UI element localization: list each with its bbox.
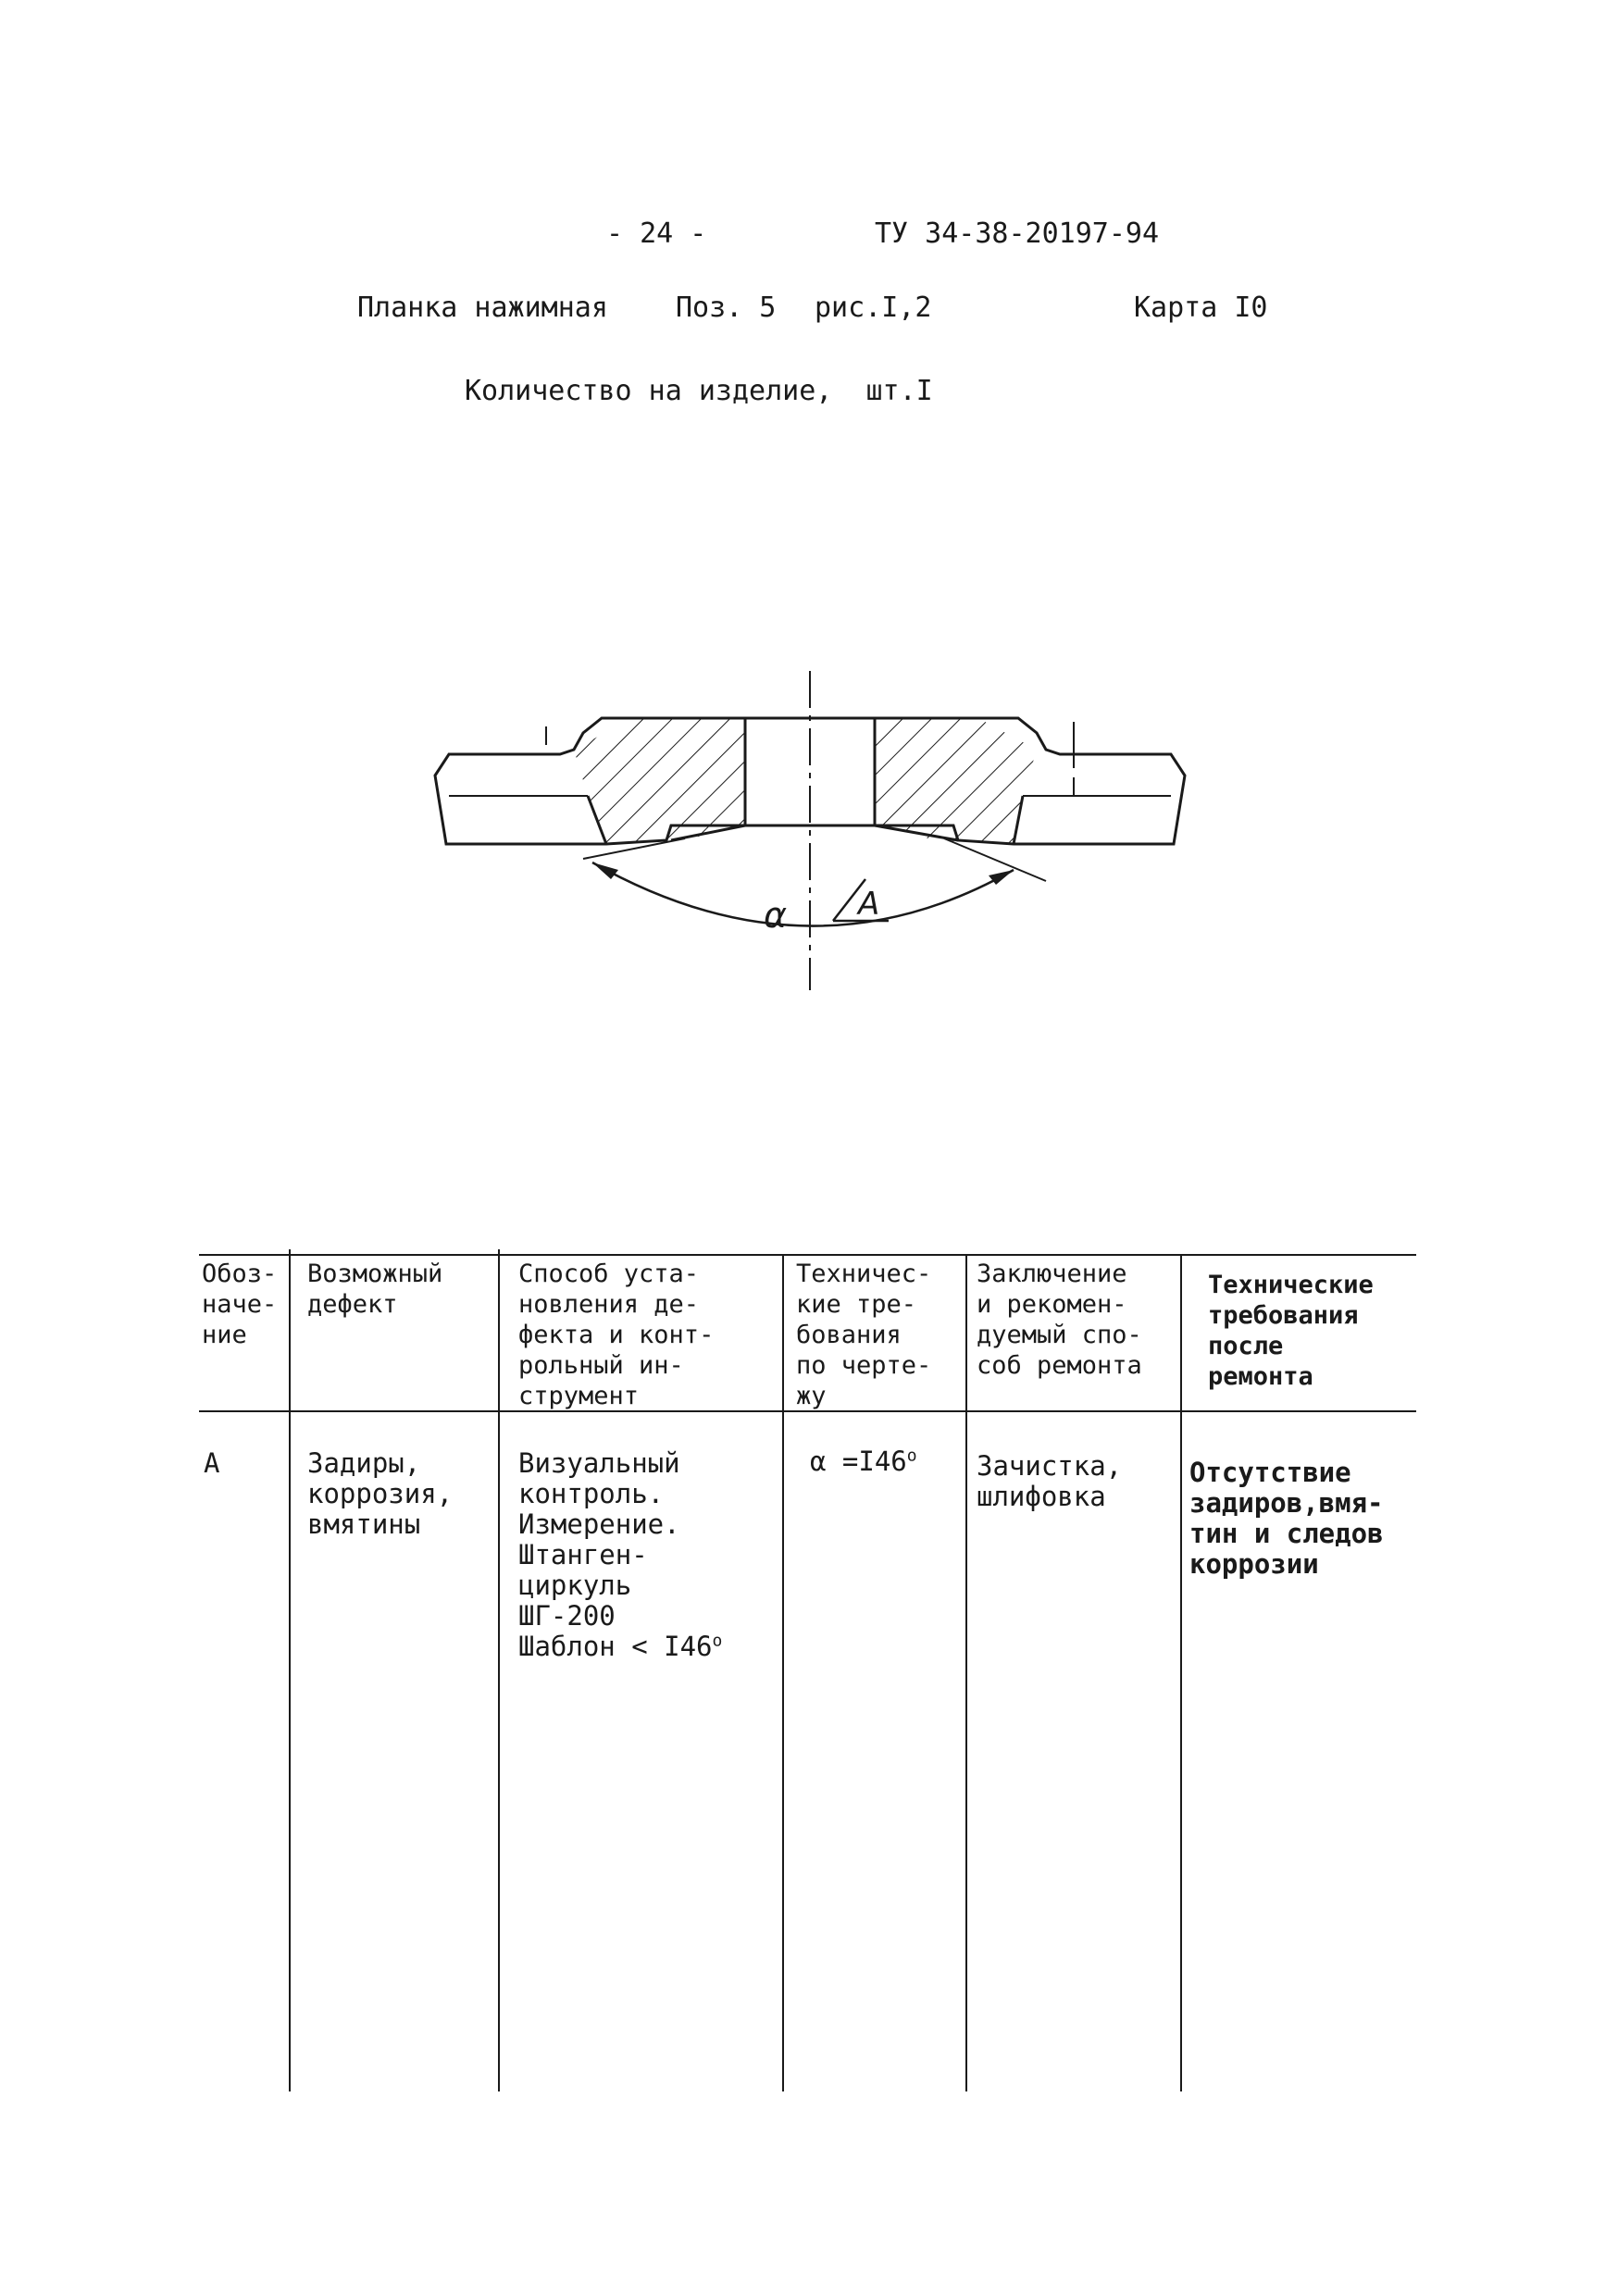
part-name: Планка нажимная <box>357 292 608 324</box>
document-code: ТУ 34-38-20197-94 <box>875 217 1160 250</box>
table-top-rule <box>199 1254 1416 1256</box>
page-number: - 24 - <box>606 217 707 250</box>
part-drawing <box>407 666 1222 999</box>
surface-label: A <box>858 886 880 923</box>
cell-designation: А <box>204 1447 220 1479</box>
header-designation: Обоз- наче- ние <box>202 1260 278 1349</box>
cell-repair: Зачистка, шлифовка <box>977 1450 1123 1512</box>
figure-reference: рис.I,2 <box>815 292 932 324</box>
cell-method: Визуальный контроль. Измерение. Штанген- циркуль ШГ-200 <box>518 1447 680 1632</box>
column-divider <box>289 1249 291 2091</box>
column-divider <box>965 1254 967 2091</box>
column-divider <box>498 1249 500 2091</box>
cell-after-repair: Отсутствие задиров,вмя- тин и следов коррозии <box>1189 1457 1384 1580</box>
header-defect: Возможный дефект <box>307 1260 443 1319</box>
column-divider <box>1180 1254 1182 2091</box>
header-repair: Заключение и рекомен- дуемый спо- соб ремонта <box>977 1260 1142 1380</box>
cell-requirement: $\alpha =I46^o$ <box>810 1446 917 1477</box>
cell-method-template: Шаблон < $I46^o$ <box>518 1631 723 1662</box>
angle-dimension-arc <box>592 863 1014 926</box>
header-after-repair: Технические требования после ремонта <box>1208 1271 1374 1391</box>
part-position: Поз. 5 <box>676 292 777 324</box>
header-drawing-requirements: Техничес- кие тре- бования по черте- жу <box>796 1260 932 1410</box>
header-method: Способ уста- новления де- фекта и конт- рольный ин- струмент <box>518 1260 715 1410</box>
angle-symbol: α <box>764 895 788 936</box>
card-number: Карта I0 <box>1134 292 1268 324</box>
quantity-line: Количество на изделие, шт.I <box>465 375 933 407</box>
column-divider <box>782 1254 784 2091</box>
cell-defect: Задиры, коррозия, вмятины <box>307 1447 454 1540</box>
